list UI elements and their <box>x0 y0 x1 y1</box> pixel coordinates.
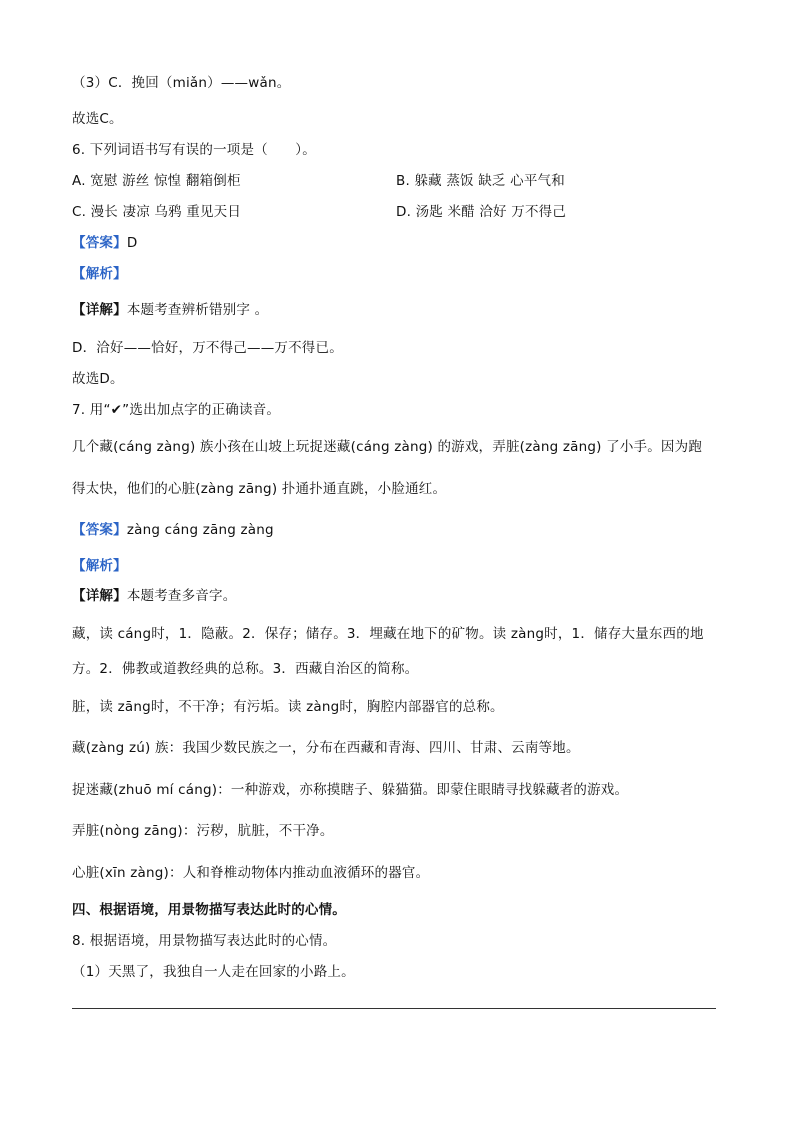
question-7-passage-line-2: 得太快，他们的心脏(zàng zāng) 扑通扑通直跳，小脸通红。 <box>72 481 447 497</box>
detail-text: 本题考查多音字。 <box>126 588 237 604</box>
question-7-explanation-3: 藏(zàng zú) 族：我国少数民族之一，分布在西藏和青海、四川、甘肃、云南等地。 <box>72 740 580 756</box>
question-7-explanation-6: 心脏(xīn zàng)：人和脊椎动物体内推动血液循环的器官。 <box>72 865 430 881</box>
question-6-choice: 故选D。 <box>72 371 124 387</box>
question-6-detail <box>72 301 268 319</box>
answer-tag: 【答案】 <box>72 522 127 538</box>
question-7-answer <box>72 521 274 539</box>
question-6-stem: 6. 下列词语书写有误的一项是（ ）。 <box>72 142 316 158</box>
question-7-detail <box>72 587 236 605</box>
question-6-analysis <box>72 265 127 283</box>
question-7-analysis <box>72 557 127 575</box>
question-6-correction: D．洽好——恰好，万不得己——万不得已。 <box>72 340 343 356</box>
question-6-answer <box>72 234 137 252</box>
question-8-part-1: （1）天黑了，我独自一人走在回家的小路上。 <box>72 964 355 980</box>
question-6-option-a: A. 宽慰 游丝 惊惶 翻箱倒柜 <box>72 173 241 189</box>
answer-writing-line <box>72 1008 716 1009</box>
question-7-stem: 7. 用“✔”选出加点字的正确读音。 <box>72 402 281 418</box>
detail-tag: 【详解】 <box>72 302 127 318</box>
question-6-option-b: B. 躲藏 蒸饭 缺乏 心平气和 <box>396 173 565 189</box>
question-6-option-c: C. 漫长 凄凉 乌鸦 重见天日 <box>72 204 242 220</box>
section-4-title: 四、根据语境，用景物描写表达此时的心情。 <box>72 902 346 918</box>
analysis-tag: 【解析】 <box>72 558 127 574</box>
detail-tag: 【详解】 <box>72 588 127 604</box>
question-7-explanation-1b: 方。2．佛教或道教经典的总称。3．西藏自治区的简称。 <box>72 661 419 677</box>
previous-choice-line: 故选C。 <box>72 111 123 127</box>
question-7-passage-line-1: 几个藏(cáng zàng) 族小孩在山坡上玩捉迷藏(cáng zàng) 的游戏，弄脏(zàng zāng) 了小手。因为跑 <box>72 439 703 455</box>
question-7-explanation-5: 弄脏(nòng zāng)：污秽，肮脏，不干净。 <box>72 823 334 839</box>
previous-answer-line: （3）C．挽回（miǎn）——wǎn。 <box>72 75 291 91</box>
answer-tag: 【答案】 <box>72 235 127 251</box>
answer-value: D <box>126 235 138 251</box>
analysis-tag: 【解析】 <box>72 266 127 282</box>
question-7-explanation-1a: 藏，读 cáng时，1．隐蔽。2．保存；储存。3．埋藏在地下的矿物。读 zàng时，1．储存大量东西的地 <box>72 626 704 642</box>
question-6-option-d: D. 汤匙 米醋 洽好 万不得己 <box>396 204 567 220</box>
question-7-explanation-2: 脏，读 zāng时，不干净；有污垢。读 zàng时，胸腔内部器官的总称。 <box>72 699 504 715</box>
detail-text: 本题考查辨析错别字 。 <box>126 302 269 318</box>
question-8-stem: 8. 根据语境，用景物描写表达此时的心情。 <box>72 933 337 949</box>
question-7-explanation-4: 捉迷藏(zhuō mí cáng)：一种游戏，亦称摸瞎子、躲猫猫。即蒙住眼睛寻找躲藏者的游戏。 <box>72 782 629 798</box>
answer-value: zàng cáng zāng zàng <box>126 522 274 538</box>
